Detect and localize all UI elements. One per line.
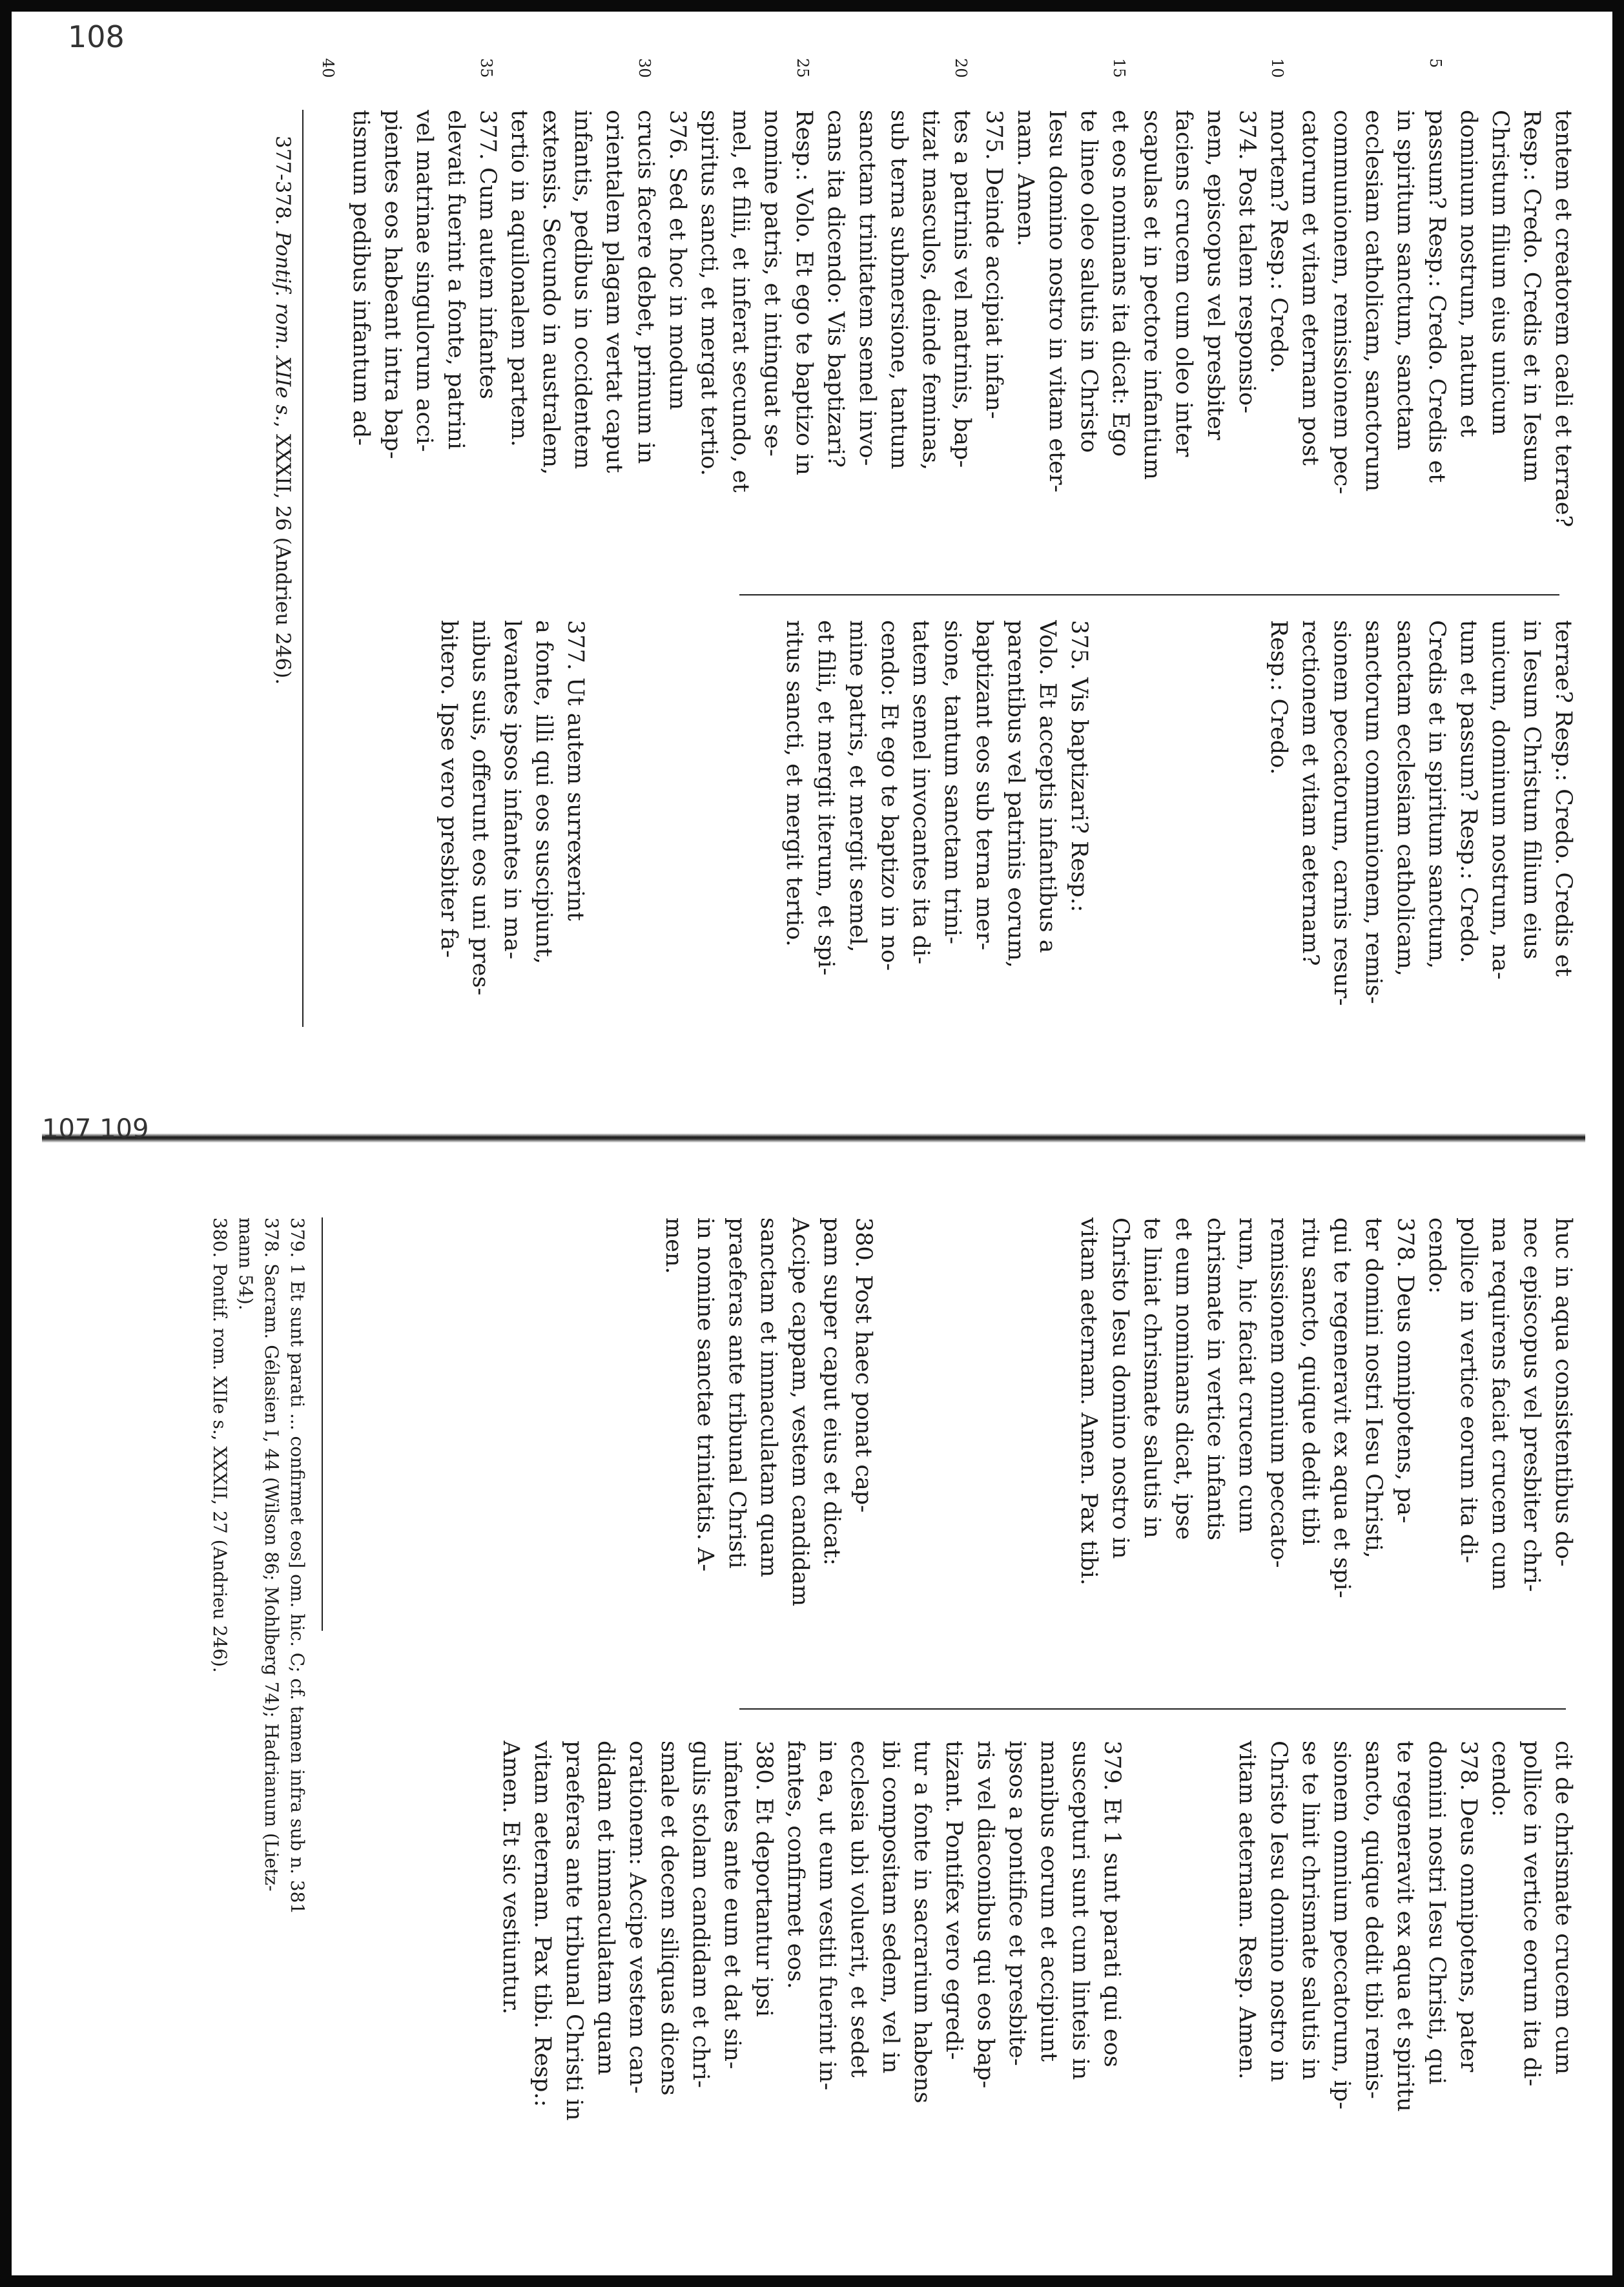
text-line: elevati fuerint a fonte, patrini [443,110,469,450]
footer-ref-number: 377-378. [271,136,294,225]
text-line: ecclesia ubi voluerit, et sedet [846,1741,872,2078]
text-line: cit de chrismate crucem cum [1550,1741,1576,2075]
line-number: 35 [477,58,495,78]
text-line: rum, hic faciat crucem cum [1234,1217,1260,1533]
text-line: Iesu domino nostro in vitam eter- [1044,110,1070,493]
text-line: sionem omnium peccatorum, ip- [1329,1741,1355,2110]
text-line: spiritus sancti, et mergat tertio. [696,110,722,477]
text-line: suscepturi sunt cum linteis in [1067,1741,1093,2080]
text-line: crucis facere debet, primum in [633,110,659,464]
text-line: Volo. Et acceptis infantibus a [1034,620,1060,953]
footnote: 380. Pontif. rom. XIIe s., XXXII, 27 (Andrieu 246). [209,1217,231,1673]
text-line: Resp.: Credo. Credis et in Iesum [1519,110,1545,482]
text-line: et eos nominans ita dicat: Ego [1107,110,1133,457]
footnote: 378. Sacram. Gélasien I, 44 (Wilson 86; Mohlberg 74); Hadrianum (Lietz- [261,1217,282,1892]
text-line: remissionem omnium peccato- [1266,1217,1291,1568]
text-line: tertio in aquilonalem partem. [506,110,532,447]
text-line: cendo: [1424,1217,1450,1294]
text-line: vitam aeternam. Resp. Amen. [1234,1741,1260,2080]
right-column-2 [495,1741,1579,2186]
text-line: se te linit chrismate salutis in [1297,1741,1323,2080]
text-line: bitero. Ipse vero presbiter fa- [436,620,462,958]
footer-reference: 377-378. Pontif. rom. XIIe s., XXXII, 26 (Andrieu 246). [271,136,294,685]
text-line: et eum nominans dicat, ipse [1171,1217,1197,1540]
text-line: 375. Vis baptizari? Resp.: [1066,620,1092,913]
text-line: tizat masculos, deinde feminas, [918,110,943,471]
text-line: in nomine sanctae trinitatis. A- [692,1217,718,1572]
text-line: mine patris, et mergit semel, [845,620,870,953]
text-line: 379. Et 1 sunt parati qui eos [1099,1741,1125,2067]
text-line: tatem semel invocantes ita di- [908,620,934,965]
text-line: mel, et filii, et inferat secundo, et [728,110,754,493]
text-line: pollice in vertice eorum ita di- [1519,1741,1545,2087]
text-line: manibus eorum et accipiunt [1036,1741,1062,2062]
text-block [657,1217,879,1663]
text-line: 376. Sed et hoc in modum [664,110,690,410]
handwritten-page-number: 107 109 [42,1114,149,1144]
right-page [42,1114,1579,2231]
footnote-rule [322,1217,323,1631]
text-line: tes a patrinis vel matrinis, bap- [949,110,975,468]
text-block [1231,1741,1579,2186]
text-line: sub terna submersione, tantum [886,110,912,470]
text-line: nomine patris, et intinguat se- [759,110,785,457]
text-line: ma requirens faciat crucem cum [1487,1217,1513,1591]
text-line: 374. Post talem responsio- [1234,110,1260,414]
text-line: Christo Iesu domino nostro in [1107,1217,1133,1559]
text-line: vitam aeternam. Pax tibi. Resp.: [529,1741,555,2107]
text-line: 380. Post haec ponat cap- [850,1217,876,1513]
text-line: catorum et vitam eternam post [1297,110,1323,466]
text-line: 375. Deinde accipiat infan- [981,110,1007,419]
text-line: vel matrinae singulorum acci- [411,110,437,452]
text-line: extensis. Secundo in australem, [538,110,564,475]
text-line: nec episcopus vel presbiter chri- [1519,1217,1545,1592]
text-line: tum et passum? Resp.: Credo. [1455,620,1481,964]
footnote-rule [302,110,303,1027]
footer-ref-detail: XXXII, 26 (Andrieu 246). [271,434,294,685]
text-line: in Iesum Christum filium eius [1519,620,1545,960]
text-line: ecclesiam catholicam, sanctorum [1361,110,1386,492]
text-line: 377. Cum autem infantes [475,110,500,400]
line-number: 30 [635,58,653,78]
line-number: 10 [1268,58,1286,78]
text-line: tizant. Pontifex vero egredi- [941,1741,967,2060]
line-number: 25 [794,58,812,78]
text-line: infantis, pedibus in occidentem [570,110,595,470]
text-line: chrismate in vertice infantis [1202,1217,1228,1541]
text-line: in ea, ut eum vestiti fuerint in- [814,1741,840,2091]
text-block [495,1741,1127,2186]
text-line: didam et immaculatam quam [593,1741,619,2075]
text-line: tur a fonte in sacrarium habens [909,1741,935,2104]
text-line: parentibus vel patrinis eorum, [1003,620,1029,968]
text-line: sanctam ecclesiam catholicam, [1392,620,1418,977]
text-line: huc in aqua consistentibus do- [1550,1217,1576,1567]
text-line: mortem? Resp.: Credo. [1266,110,1291,374]
text-line: sanctam et immaculatam quam [755,1217,781,1578]
text-line: ter domini nostri Iesu Christi, [1361,1217,1386,1558]
line-number: 5 [1426,58,1444,68]
text-line: ritu sancto, quique dedit tibi [1297,1217,1323,1546]
text-line: scapulas et in pectore infantium [1139,110,1165,480]
text-line: fantes, confirmet eos. [783,1741,808,1989]
text-line: ibi compositam sedem, vel in [878,1741,903,2074]
text-line: vitam aeternam. Amen. Pax tibi. [1076,1217,1102,1586]
text-line: Accipe cappam, vestem candidam [787,1217,813,1607]
left-page [42,19,1579,1117]
text-line: infantes ante eum et dat sin- [719,1741,745,2069]
text-line: 380. Et deportantur ipsi [751,1741,777,2017]
right-column-1 [657,1217,1579,1663]
handwritten-page-number: 108 [68,19,125,54]
text-line: communionem, remissionem pec- [1329,110,1355,495]
text-line: ris vel diaconibus qui eos bap- [972,1741,998,2089]
text-line: tentem et creatorem caeli et terrae? [1550,110,1576,528]
text-line: 378. Deus omnipotens, pa- [1392,1217,1418,1524]
footnote: 379. 1 Et sunt parati ... confirmet eos] om. hic. C; cf. tamen infra sub n. 381 [287,1217,308,1915]
text-line: praeferas ante tribunal Christi in [561,1741,587,2121]
text-line: cendo: Et ego te baptizo in no- [876,620,902,971]
text-line: orientalem plagam vertat caput [601,110,627,473]
text-line: tismum pedibus infantum ad- [348,110,374,446]
text-line: passum? Resp.: Credo. Credis et [1424,110,1450,483]
text-line: sionem peccatorum, carnis resur- [1329,620,1355,1006]
text-line: unicum, dominum nostrum, na- [1487,620,1513,980]
text-line: te liniat chrismate salutis in [1139,1217,1165,1538]
text-block [1262,620,1579,1066]
text-line: cans ita dicendo: Vis baptizari? [823,110,848,468]
column-divider [739,594,1559,595]
text-line: Christo Iesu domino nostro in [1266,1741,1291,2082]
text-line: sanctorum communionem, remis- [1361,620,1386,1004]
text-line: 377. Ut autem surrexerint [562,620,588,921]
text-line: ipsos a pontifice et presbite- [1004,1741,1030,2066]
footnotes [207,1217,310,1914]
text-line: a fonte, illi qui eos suscipiunt, [531,620,557,964]
text-line: pientes eos habeant intra bap- [380,110,406,459]
left-column-2 [433,620,1579,1066]
text-line: domini nostri Iesu Christi, qui [1424,1741,1450,2085]
text-line: dominum nostrum, natum et [1455,110,1481,437]
text-line: men. [661,1217,686,1274]
text-line: gulis stolam candidam et chri- [688,1741,714,2088]
text-line: 378. Deus omnipotens, pater [1455,1741,1481,2073]
text-line: Christum filium eius unicum [1487,110,1513,435]
footnote: mann 54). [235,1217,256,1310]
line-number: 15 [1110,58,1128,78]
text-line: praeferas ante tribunal Christi [724,1217,750,1569]
book-gutter [42,1133,1585,1143]
text-line: orationem: Accipe vestem can- [624,1741,650,2094]
column-divider [739,1708,1566,1710]
text-line: sanctam trinitatem semel invo- [854,110,880,466]
text-line: pollice in vertice eorum ita di- [1455,1217,1481,1564]
text-block [1073,1217,1579,1663]
text-line: qui te regeneravit ex aqua et spi- [1329,1217,1355,1599]
text-line: rectionem et vitam aeternam? [1297,620,1323,966]
text-line: terrae? Resp.: Credo. Credis et [1550,620,1576,977]
text-line: Resp.: Credo. [1266,620,1291,775]
line-number: 20 [952,58,970,78]
text-line: cendo: [1487,1741,1513,1817]
text-line: faciens crucem cum oleo inter [1171,110,1197,457]
text-line: et filii, et mergit iterum, et spi- [813,620,839,976]
text-line: nam. Amen. [1012,110,1038,247]
text-line: ritus sancti, et mergit tertio. [781,620,807,947]
text-line: in spiritum sanctum, sanctam [1392,110,1418,451]
text-line: Credis et in spiritum sanctum, [1424,620,1450,969]
text-line: sione, tantum sanctam trini- [940,620,965,944]
text-line: pam super caput eius et dicat: [819,1217,845,1566]
text-line: nem, episcopus vel presbiter [1202,110,1228,440]
text-line: baptizant eos sub terna mer- [971,620,997,951]
text-line: smale et decem siliquas dicens [656,1741,682,2096]
text-line: te lineo oleo salutis in Christo [1076,110,1102,453]
text-line: Resp.: Volo. Et ego te baptizo in [791,110,817,475]
text-line: levantes ipsos infantes in ma- [499,620,525,960]
text-line: nibus suis, offerunt eos uni pres- [468,620,493,996]
text-block [778,620,1095,1066]
left-column-1 [345,110,1579,555]
text-block [433,620,591,1066]
line-number: 40 [319,58,337,78]
text-line: sancto, quique dedit tibi remis- [1361,1741,1386,2099]
footer-ref-title: Pontif. rom. XIIe s. [271,231,294,422]
text-line: te regeneravit ex aqua et spiritu [1392,1741,1418,2112]
text-line: Amen. Et sic vestiuntur. [498,1741,524,2014]
